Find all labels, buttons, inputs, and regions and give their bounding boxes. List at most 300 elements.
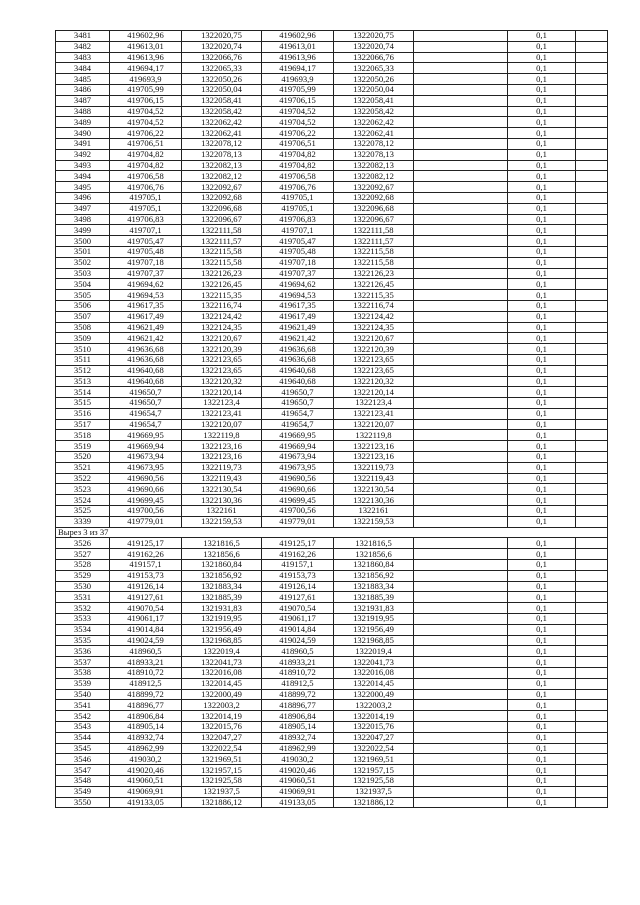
empty-cell (414, 646, 508, 657)
point-number-cell: 3539 (56, 678, 110, 689)
table-row (56, 711, 608, 722)
x-old-cell: 419621,42 (110, 333, 182, 344)
empty-cell (576, 387, 608, 398)
y-new-cell: 1322115,35 (334, 290, 414, 301)
point-number-cell: 3549 (56, 786, 110, 797)
empty-cell (576, 63, 608, 74)
accuracy-cell: 0,1 (508, 592, 576, 603)
x-new-cell: 419613,96 (262, 52, 334, 63)
y-new-cell: 1322082,13 (334, 160, 414, 171)
x-old-cell: 418933,21 (110, 657, 182, 668)
empty-cell (576, 300, 608, 311)
x-new-cell: 419779,01 (262, 516, 334, 527)
x-old-cell: 419014,84 (110, 624, 182, 635)
accuracy-cell: 0,1 (508, 516, 576, 527)
table-row (56, 657, 608, 668)
y-new-cell: 1322119,43 (334, 473, 414, 484)
x-new-cell: 419060,51 (262, 775, 334, 786)
y-old-cell: 1322123,41 (182, 408, 262, 419)
empty-cell (414, 290, 508, 301)
empty-cell (414, 52, 508, 63)
table-row (56, 268, 608, 279)
table-row (56, 214, 608, 225)
empty-cell (414, 549, 508, 560)
y-new-cell: 1322082,12 (334, 171, 414, 182)
point-number-cell: 3527 (56, 549, 110, 560)
accuracy-cell: 0,1 (508, 441, 576, 452)
empty-cell (576, 581, 608, 592)
x-new-cell: 419705,48 (262, 246, 334, 257)
table-row (56, 560, 608, 571)
x-old-cell: 418962,99 (110, 743, 182, 754)
accuracy-cell: 0,1 (508, 160, 576, 171)
empty-cell (414, 711, 508, 722)
y-old-cell: 1322120,07 (182, 419, 262, 430)
x-new-cell: 418905,14 (262, 722, 334, 733)
table-row (56, 290, 608, 301)
x-new-cell: 419621,49 (262, 322, 334, 333)
x-old-cell: 419706,22 (110, 128, 182, 139)
empty-cell (414, 376, 508, 387)
empty-cell (414, 408, 508, 419)
y-new-cell: 1322019,4 (334, 646, 414, 657)
accuracy-cell: 0,1 (508, 365, 576, 376)
empty-cell (414, 387, 508, 398)
table-row (56, 225, 608, 236)
empty-cell (414, 581, 508, 592)
empty-cell (576, 290, 608, 301)
accuracy-cell: 0,1 (508, 138, 576, 149)
x-new-cell: 419650,7 (262, 398, 334, 409)
point-number-cell: 3510 (56, 344, 110, 355)
table-row (56, 408, 608, 419)
x-new-cell: 419061,17 (262, 614, 334, 625)
x-new-cell: 419070,54 (262, 603, 334, 614)
accuracy-cell: 0,1 (508, 452, 576, 463)
y-new-cell: 1321886,12 (334, 797, 414, 808)
empty-cell (576, 246, 608, 257)
empty-cell (576, 192, 608, 203)
y-old-cell: 1322115,35 (182, 290, 262, 301)
x-new-cell: 419707,37 (262, 268, 334, 279)
empty-cell (414, 149, 508, 160)
table-row (56, 462, 608, 473)
point-number-cell: 3486 (56, 84, 110, 95)
point-number-cell: 3520 (56, 452, 110, 463)
section-label: Вырез 3 из 37 (56, 527, 608, 538)
y-new-cell: 1322123,16 (334, 441, 414, 452)
point-number-cell: 3544 (56, 732, 110, 743)
y-old-cell: 1322092,67 (182, 182, 262, 193)
y-new-cell: 1322126,23 (334, 268, 414, 279)
point-number-cell: 3523 (56, 484, 110, 495)
table-row (56, 538, 608, 549)
table-row (56, 581, 608, 592)
table-row (56, 138, 608, 149)
empty-cell (414, 41, 508, 52)
y-old-cell: 1322159,53 (182, 516, 262, 527)
empty-cell (414, 279, 508, 290)
y-old-cell: 1321969,51 (182, 754, 262, 765)
empty-cell (576, 786, 608, 797)
y-old-cell: 1322123,16 (182, 441, 262, 452)
x-new-cell: 419613,01 (262, 41, 334, 52)
x-new-cell: 419024,59 (262, 635, 334, 646)
y-new-cell: 1322062,42 (334, 117, 414, 128)
x-old-cell: 419669,94 (110, 441, 182, 452)
empty-cell (576, 603, 608, 614)
accuracy-cell: 0,1 (508, 603, 576, 614)
accuracy-cell: 0,1 (508, 657, 576, 668)
y-old-cell: 1322120,39 (182, 344, 262, 355)
empty-cell (576, 614, 608, 625)
y-old-cell: 1321956,49 (182, 624, 262, 635)
point-number-cell: 3532 (56, 603, 110, 614)
x-old-cell: 418906,84 (110, 711, 182, 722)
y-new-cell: 1322123,16 (334, 452, 414, 463)
y-new-cell: 1322120,14 (334, 387, 414, 398)
x-old-cell: 419030,2 (110, 754, 182, 765)
empty-cell (576, 117, 608, 128)
x-old-cell: 419705,1 (110, 203, 182, 214)
y-new-cell: 1322050,04 (334, 84, 414, 95)
empty-cell (576, 171, 608, 182)
x-new-cell: 419669,94 (262, 441, 334, 452)
point-number-cell: 3492 (56, 149, 110, 160)
point-number-cell: 3490 (56, 128, 110, 139)
y-old-cell: 1322120,32 (182, 376, 262, 387)
y-new-cell: 1322050,26 (334, 74, 414, 85)
y-old-cell: 1322130,54 (182, 484, 262, 495)
point-number-cell: 3512 (56, 365, 110, 376)
empty-cell (414, 203, 508, 214)
x-new-cell: 419669,95 (262, 430, 334, 441)
y-new-cell: 1321969,51 (334, 754, 414, 765)
x-new-cell: 419694,53 (262, 290, 334, 301)
empty-cell (576, 495, 608, 506)
y-old-cell: 1321856,6 (182, 549, 262, 560)
accuracy-cell: 0,1 (508, 41, 576, 52)
x-old-cell: 419650,7 (110, 398, 182, 409)
y-new-cell: 1322123,65 (334, 354, 414, 365)
accuracy-cell: 0,1 (508, 678, 576, 689)
table-row (56, 506, 608, 517)
empty-cell (576, 419, 608, 430)
x-old-cell: 419704,82 (110, 160, 182, 171)
empty-cell (576, 689, 608, 700)
table-row (56, 63, 608, 74)
table-row (56, 52, 608, 63)
x-new-cell: 419706,83 (262, 214, 334, 225)
x-new-cell: 418962,99 (262, 743, 334, 754)
x-new-cell: 419162,26 (262, 549, 334, 560)
y-new-cell: 1321937,5 (334, 786, 414, 797)
point-number-cell: 3485 (56, 74, 110, 85)
empty-cell (414, 786, 508, 797)
empty-cell (576, 74, 608, 85)
x-new-cell: 419704,82 (262, 160, 334, 171)
x-old-cell: 419157,1 (110, 560, 182, 571)
point-number-cell: 3482 (56, 41, 110, 52)
point-number-cell: 3505 (56, 290, 110, 301)
empty-cell (414, 441, 508, 452)
x-old-cell: 419640,68 (110, 376, 182, 387)
point-number-cell: 3545 (56, 743, 110, 754)
y-old-cell: 1322000,49 (182, 689, 262, 700)
point-number-cell: 3541 (56, 700, 110, 711)
table-row (56, 128, 608, 139)
empty-cell (576, 398, 608, 409)
x-old-cell: 419693,9 (110, 74, 182, 85)
y-old-cell: 1322119,8 (182, 430, 262, 441)
table-row (56, 495, 608, 506)
point-number-cell: 3498 (56, 214, 110, 225)
coordinates-table-body (56, 31, 608, 808)
accuracy-cell: 0,1 (508, 63, 576, 74)
empty-cell (414, 668, 508, 679)
y-new-cell: 1322041,73 (334, 657, 414, 668)
x-old-cell: 419673,95 (110, 462, 182, 473)
x-new-cell: 419640,68 (262, 376, 334, 387)
table-row (56, 354, 608, 365)
x-new-cell: 418960,5 (262, 646, 334, 657)
x-old-cell: 419706,58 (110, 171, 182, 182)
x-old-cell: 418932,74 (110, 732, 182, 743)
point-number-cell: 3529 (56, 570, 110, 581)
table-row (56, 203, 608, 214)
x-old-cell: 419706,15 (110, 95, 182, 106)
y-old-cell: 1322014,19 (182, 711, 262, 722)
accuracy-cell: 0,1 (508, 128, 576, 139)
table-row (56, 387, 608, 398)
empty-cell (576, 333, 608, 344)
y-new-cell: 1322124,35 (334, 322, 414, 333)
empty-cell (414, 797, 508, 808)
x-old-cell: 418912,5 (110, 678, 182, 689)
empty-cell (576, 592, 608, 603)
empty-cell (576, 765, 608, 776)
y-old-cell: 1322041,73 (182, 657, 262, 668)
empty-cell (576, 31, 608, 42)
point-number-cell: 3489 (56, 117, 110, 128)
table-row (56, 797, 608, 808)
x-new-cell: 419699,45 (262, 495, 334, 506)
accuracy-cell: 0,1 (508, 700, 576, 711)
point-number-cell: 3524 (56, 495, 110, 506)
x-new-cell: 418896,77 (262, 700, 334, 711)
x-old-cell: 419133,05 (110, 797, 182, 808)
x-old-cell: 419707,18 (110, 257, 182, 268)
y-new-cell: 1321860,84 (334, 560, 414, 571)
point-number-cell: 3497 (56, 203, 110, 214)
point-number-cell: 3519 (56, 441, 110, 452)
empty-cell (414, 182, 508, 193)
coordinates-table-page (55, 30, 607, 808)
y-new-cell: 1321856,92 (334, 570, 414, 581)
table-row (56, 344, 608, 355)
x-new-cell: 418933,21 (262, 657, 334, 668)
x-old-cell: 419704,52 (110, 117, 182, 128)
empty-cell (414, 365, 508, 376)
y-new-cell: 1322014,45 (334, 678, 414, 689)
accuracy-cell: 0,1 (508, 743, 576, 754)
table-row (56, 668, 608, 679)
x-new-cell: 419125,17 (262, 538, 334, 549)
empty-cell (576, 516, 608, 527)
empty-cell (414, 398, 508, 409)
empty-cell (414, 354, 508, 365)
empty-cell (576, 128, 608, 139)
y-new-cell: 1322047,27 (334, 732, 414, 743)
accuracy-cell: 0,1 (508, 322, 576, 333)
y-new-cell: 1321883,34 (334, 581, 414, 592)
accuracy-cell: 0,1 (508, 711, 576, 722)
table-row (56, 171, 608, 182)
accuracy-cell: 0,1 (508, 279, 576, 290)
accuracy-cell: 0,1 (508, 624, 576, 635)
accuracy-cell: 0,1 (508, 775, 576, 786)
y-new-cell: 1322123,41 (334, 408, 414, 419)
x-new-cell: 418899,72 (262, 689, 334, 700)
y-new-cell: 1321816,5 (334, 538, 414, 549)
point-number-cell: 3504 (56, 279, 110, 290)
x-old-cell: 419707,1 (110, 225, 182, 236)
empty-cell (576, 711, 608, 722)
empty-cell (414, 268, 508, 279)
accuracy-cell: 0,1 (508, 376, 576, 387)
point-number-cell: 3518 (56, 430, 110, 441)
x-new-cell: 419617,49 (262, 311, 334, 322)
point-number-cell: 3537 (56, 657, 110, 668)
empty-cell (576, 322, 608, 333)
empty-cell (414, 452, 508, 463)
x-new-cell: 419704,52 (262, 106, 334, 117)
accuracy-cell: 0,1 (508, 689, 576, 700)
empty-cell (576, 84, 608, 95)
x-new-cell: 419693,9 (262, 74, 334, 85)
empty-cell (414, 31, 508, 42)
x-new-cell: 419133,05 (262, 797, 334, 808)
y-new-cell: 1321957,15 (334, 765, 414, 776)
x-old-cell: 419706,76 (110, 182, 182, 193)
table-row (56, 570, 608, 581)
empty-cell (576, 646, 608, 657)
y-old-cell: 1322020,74 (182, 41, 262, 52)
empty-cell (414, 322, 508, 333)
accuracy-cell: 0,1 (508, 549, 576, 560)
table-row (56, 689, 608, 700)
empty-cell (576, 743, 608, 754)
accuracy-cell: 0,1 (508, 473, 576, 484)
x-old-cell: 419613,01 (110, 41, 182, 52)
table-row (56, 311, 608, 322)
accuracy-cell: 0,1 (508, 538, 576, 549)
x-old-cell: 418905,14 (110, 722, 182, 733)
accuracy-cell: 0,1 (508, 344, 576, 355)
y-old-cell: 1322096,67 (182, 214, 262, 225)
table-row (56, 452, 608, 463)
x-old-cell: 419706,51 (110, 138, 182, 149)
y-new-cell: 1322116,74 (334, 300, 414, 311)
empty-cell (576, 149, 608, 160)
empty-cell (576, 279, 608, 290)
y-new-cell: 1322124,42 (334, 311, 414, 322)
point-number-cell: 3502 (56, 257, 110, 268)
accuracy-cell: 0,1 (508, 560, 576, 571)
empty-cell (414, 484, 508, 495)
x-new-cell: 419127,61 (262, 592, 334, 603)
x-new-cell: 419706,58 (262, 171, 334, 182)
table-row (56, 160, 608, 171)
y-old-cell: 1322003,2 (182, 700, 262, 711)
point-number-cell: 3540 (56, 689, 110, 700)
empty-cell (414, 506, 508, 517)
table-row (56, 754, 608, 765)
x-new-cell: 419706,15 (262, 95, 334, 106)
empty-cell (576, 52, 608, 63)
accuracy-cell: 0,1 (508, 462, 576, 473)
table-row (56, 484, 608, 495)
x-old-cell: 419650,7 (110, 387, 182, 398)
empty-cell (576, 722, 608, 733)
empty-cell (414, 192, 508, 203)
x-old-cell: 419024,59 (110, 635, 182, 646)
empty-cell (576, 678, 608, 689)
y-old-cell: 1322019,4 (182, 646, 262, 657)
y-new-cell: 1322000,49 (334, 689, 414, 700)
empty-cell (576, 311, 608, 322)
x-old-cell: 419699,45 (110, 495, 182, 506)
x-new-cell: 419706,22 (262, 128, 334, 139)
y-old-cell: 1321919,95 (182, 614, 262, 625)
point-number-cell: 3526 (56, 538, 110, 549)
empty-cell (414, 743, 508, 754)
y-old-cell: 1322115,58 (182, 257, 262, 268)
empty-cell (576, 624, 608, 635)
empty-cell (576, 560, 608, 571)
empty-cell (414, 246, 508, 257)
empty-cell (414, 236, 508, 247)
accuracy-cell: 0,1 (508, 387, 576, 398)
y-old-cell: 1322111,58 (182, 225, 262, 236)
point-number-cell: 3339 (56, 516, 110, 527)
empty-cell (414, 300, 508, 311)
table-row (56, 743, 608, 754)
y-old-cell: 1322119,73 (182, 462, 262, 473)
y-old-cell: 1322082,12 (182, 171, 262, 182)
empty-cell (414, 84, 508, 95)
point-number-cell: 3548 (56, 775, 110, 786)
table-row (56, 592, 608, 603)
table-row (56, 678, 608, 689)
empty-cell (576, 700, 608, 711)
empty-cell (414, 106, 508, 117)
y-new-cell: 1321931,83 (334, 603, 414, 614)
empty-cell (414, 225, 508, 236)
x-new-cell: 419706,76 (262, 182, 334, 193)
empty-cell (576, 484, 608, 495)
x-new-cell: 419636,68 (262, 344, 334, 355)
accuracy-cell: 0,1 (508, 214, 576, 225)
empty-cell (414, 775, 508, 786)
point-number-cell: 3484 (56, 63, 110, 74)
x-old-cell: 419694,62 (110, 279, 182, 290)
point-number-cell: 3514 (56, 387, 110, 398)
y-new-cell: 1321856,6 (334, 549, 414, 560)
y-new-cell: 1322119,8 (334, 430, 414, 441)
point-number-cell: 3517 (56, 419, 110, 430)
empty-cell (414, 430, 508, 441)
